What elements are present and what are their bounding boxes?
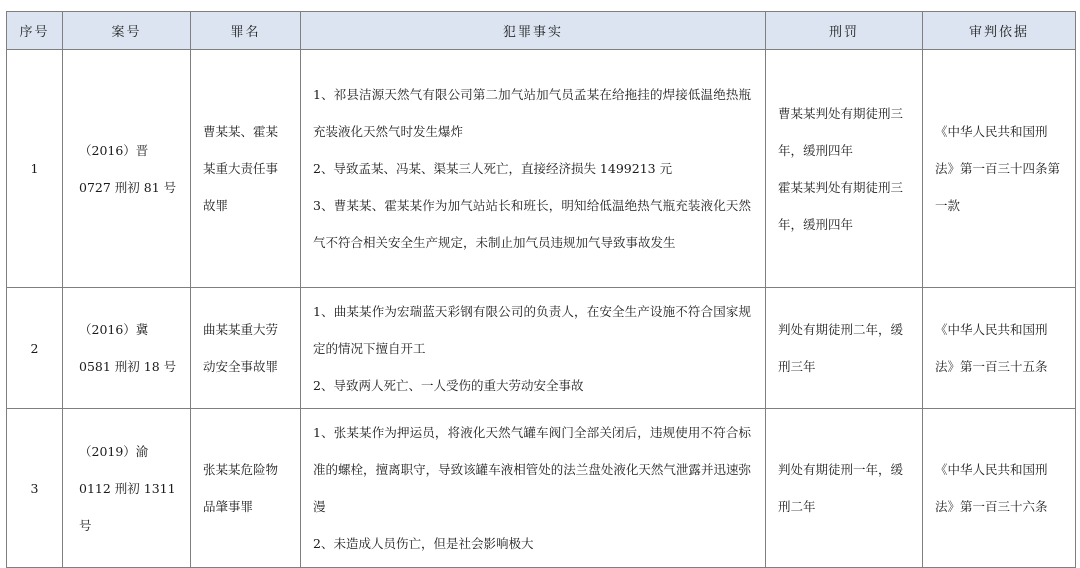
crime-name: 曹某某、霍某某重大责任事故罪 (191, 50, 301, 288)
fact-item: 1、张某某作为押运员，将液化天然气罐车阀门全部关闭后，违规使用不符合标准的螺栓，擅离职守，导致该罐车液相管处的法兰盘处液化天然气泄露并迅速弥漫 (313, 425, 751, 514)
fact-item: 3、曹某某、霍某某作为加气站站长和班长，明知给低温绝热气瓶充装液化天然气不符合相关安全生产规定，未制止加气员违规加气导致事故发生 (313, 198, 751, 250)
table-row (7, 409, 1076, 568)
header-case: 案号 (63, 12, 191, 50)
legal-basis: 《中华人民共和国刑法》第一百三十六条 (923, 409, 1076, 568)
penalty-item: 判处有期徒刑二年，缓刑三年 (778, 322, 904, 374)
case-number: （2016）晋 0727 刑初 81 号 (63, 50, 191, 288)
crime-name: 张某某危险物品肇事罪 (191, 409, 301, 568)
header-facts: 犯罪事实 (301, 12, 766, 50)
fact-item: 1、曲某某作为宏瑞蓝天彩钢有限公司的负责人，在安全生产设施不符合国家规定的情况下擅自开工 (313, 303, 751, 356)
penalty-item: 霍某某判处有期徒刑三年，缓刑四年 (778, 179, 904, 232)
penalty (766, 409, 923, 568)
penalty-item: 判处有期徒刑一年，缓刑二年 (778, 462, 904, 514)
case-number: （2019）渝 0112 刑初 1311 号 (63, 409, 191, 568)
fact-item: 2、导致两人死亡、一人受伤的重大劳动安全事故 (313, 377, 584, 393)
header-penalty: 刑罚 (766, 12, 923, 50)
penalty (766, 288, 923, 409)
crime-facts (301, 288, 766, 409)
penalty (766, 50, 923, 288)
crime-name: 曲某某重大劳动安全事故罪 (191, 288, 301, 409)
row-number: 3 (7, 409, 63, 568)
header-row (7, 12, 1076, 50)
fact-item: 1、祁县洁源天然气有限公司第二加气站加气员孟某在给拖挂的焊接低温绝热瓶充装液化天然气时发生爆炸 (313, 87, 751, 139)
row-number: 1 (7, 50, 63, 288)
header-no: 序号 (7, 12, 63, 50)
fact-item: 2、导致孟某、冯某、渠某三人死亡，直接经济损失 1499213 元 (313, 161, 673, 176)
legal-basis: 《中华人民共和国刑法》第一百三十四条第一款 (923, 50, 1076, 288)
penalty-item: 曹某某判处有期徒刑三年，缓刑四年 (778, 105, 904, 158)
table-row (7, 288, 1076, 409)
crime-facts (301, 50, 766, 288)
legal-basis: 《中华人民共和国刑法》第一百三十五条 (923, 288, 1076, 409)
header-basis: 审判依据 (923, 12, 1076, 50)
crime-facts (301, 409, 766, 568)
header-crime: 罪名 (191, 12, 301, 50)
judgment-table-container (6, 11, 1076, 568)
case-number: （2016）冀 0581 刑初 18 号 (63, 288, 191, 409)
row-number: 2 (7, 288, 63, 409)
table-row (7, 50, 1076, 288)
fact-item: 2、未造成人员伤亡，但是社会影响极大 (313, 536, 534, 551)
judgment-table (6, 11, 1076, 568)
